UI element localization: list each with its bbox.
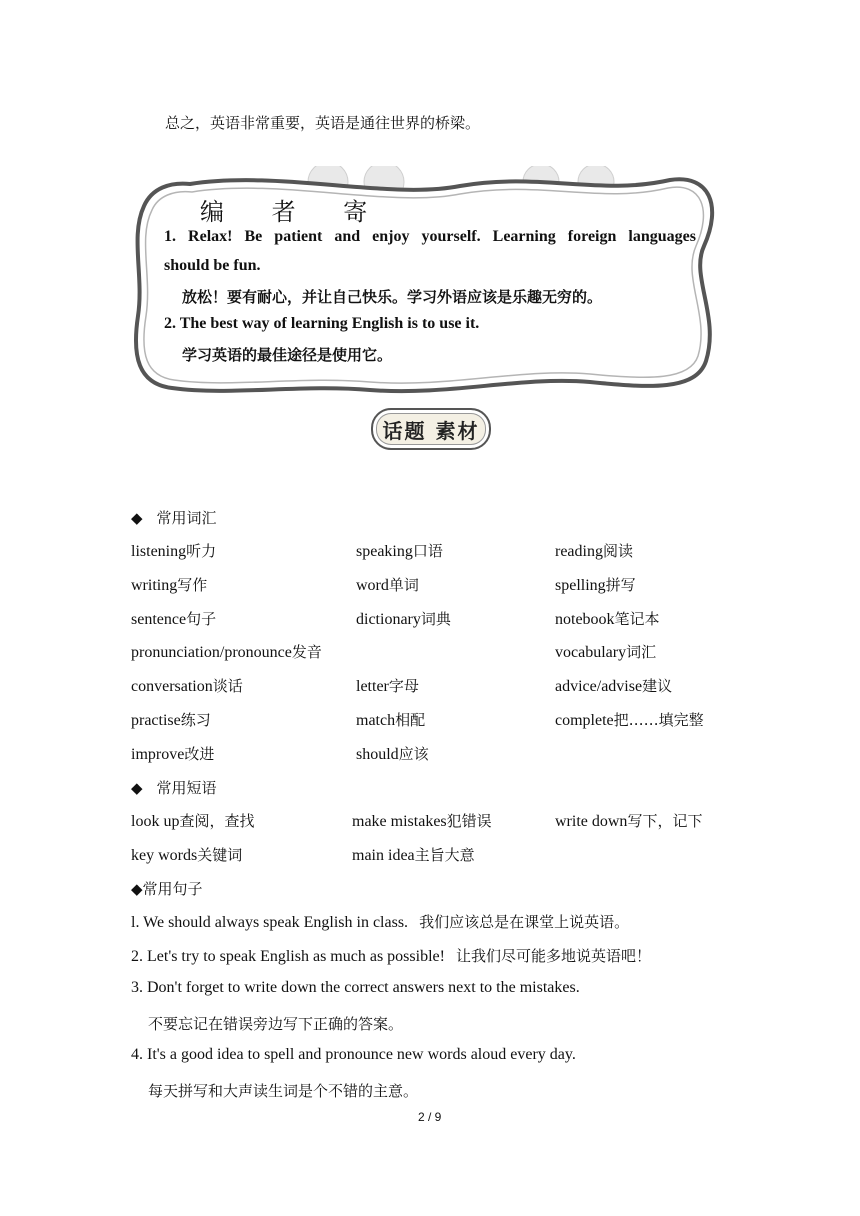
vocab-item <box>555 709 704 730</box>
vocab-item-english: word <box>356 576 389 594</box>
sentence-3-english: 3. Don't forget to write down the correct answers next to the mistakes. <box>131 979 580 996</box>
vocab-item <box>555 540 633 561</box>
sentences-heading <box>131 878 203 899</box>
phrase-item <box>131 844 242 865</box>
vocab-item <box>356 675 419 696</box>
vocab-item-chinese: 词汇 <box>626 643 657 662</box>
diamond-bullet-icon: ◆ <box>131 880 143 898</box>
vocab-item-english: improve <box>131 745 185 763</box>
vocab-item-english: speaking <box>356 543 413 560</box>
vocab-item-english: practise <box>131 712 181 729</box>
vocab-item <box>131 709 211 730</box>
vocab-item-english: reading <box>555 543 603 560</box>
sentence-3-chinese: 不要忘记在错误旁边写下正确的答案。 <box>148 1015 404 1033</box>
vocab-item <box>131 743 214 764</box>
vocab-item-english: spelling <box>555 576 606 594</box>
vocab-item-english: sentence <box>131 610 187 628</box>
tip1-chinese: 放松！要有耐心，并让自己快乐。学习外语应该是乐趣无穷的。 <box>182 288 603 306</box>
vocab-item <box>131 675 243 696</box>
phrase-item-chinese: 查阅，查找 <box>179 812 255 830</box>
vocab-item <box>356 608 451 629</box>
vocab-heading-text: 常用词汇 <box>156 509 217 527</box>
phrase-item-chinese: 关键词 <box>197 846 243 864</box>
vocab-item <box>555 675 672 696</box>
page-number: 2 / 9 <box>418 1110 442 1124</box>
phrase-item <box>555 810 702 831</box>
phrase-item-chinese: 写下，记下 <box>627 812 703 830</box>
vocab-item <box>555 608 660 629</box>
vocab-item-chinese: 把……填完整 <box>613 711 704 729</box>
vocab-item-chinese: 口语 <box>412 542 443 560</box>
vocab-item-english: letter <box>356 678 389 696</box>
vocab-item-english: complete <box>555 712 614 729</box>
vocab-item-chinese: 笔记本 <box>614 609 660 628</box>
vocab-item-english: dictionary <box>356 610 421 628</box>
vocab-item-english: conversation <box>131 678 213 696</box>
vocab-item <box>131 574 207 595</box>
tip2-chinese: 学习英语的最佳途径是使用它。 <box>182 346 393 364</box>
vocab-item-chinese: 句子 <box>186 609 217 628</box>
vocab-item-chinese: 阅读 <box>602 542 633 560</box>
vocab-item-english: writing <box>131 576 178 594</box>
vocab-item-chinese: 单词 <box>388 575 419 594</box>
vocab-item-chinese: 字母 <box>388 677 419 696</box>
vocab-item <box>131 608 216 629</box>
vocab-item-english: vocabulary <box>555 644 627 662</box>
phrase-item-chinese: 犯错误 <box>446 812 492 830</box>
topic-material-badge: 话题 素材 <box>371 408 491 450</box>
sentence-4-chinese: 每天拼写和大声读生词是个不错的主意。 <box>148 1082 419 1100</box>
diamond-bullet-icon: ◆ <box>131 779 143 797</box>
sentence-4-english: 4. It's a good idea to spell and pronounce new words aloud every day. <box>131 1046 576 1063</box>
diamond-bullet-icon: ◆ <box>131 509 143 527</box>
intro-line: 总之，英语非常重要，英语是通往世界的桥梁。 <box>165 114 481 132</box>
vocab-item <box>356 574 419 595</box>
phrase-item <box>352 810 492 831</box>
tip1-english-line2: should be fun. <box>164 257 261 274</box>
vocab-item-chinese: 谈话 <box>212 677 243 696</box>
sentence-2-english: 2. Let's try to speak English as much as possible! <box>131 948 445 965</box>
phrase-item-english: key words <box>131 847 198 864</box>
vocab-item-chinese: 建议 <box>642 677 673 696</box>
vocab-item-english: should <box>356 745 399 763</box>
vocab-item-chinese: 应该 <box>398 744 429 763</box>
vocab-item-chinese: 词典 <box>420 609 451 628</box>
vocab-item-chinese: 改进 <box>184 744 215 763</box>
vocab-item-english: pronunciation/pronounce <box>131 644 292 662</box>
vocab-item-english: match <box>356 712 396 729</box>
vocab-item <box>356 743 429 764</box>
vocab-item-chinese: 拼写 <box>605 575 636 594</box>
sentence-1 <box>131 911 629 932</box>
phrase-item-english: look up <box>131 813 180 830</box>
phrases-heading <box>131 777 217 798</box>
phrase-item-english: main idea <box>352 847 415 864</box>
sentence-2 <box>131 945 651 966</box>
vocab-item <box>356 540 443 561</box>
vocab-item-chinese: 发音 <box>291 643 322 662</box>
editor-note-box <box>130 166 722 400</box>
vocab-item <box>356 709 425 730</box>
phrase-item-english: write down <box>555 813 628 830</box>
vocab-item <box>131 540 216 561</box>
sentence-1-chinese: 我们应该总是在课堂上说英语。 <box>419 913 630 931</box>
vocab-item-chinese: 相配 <box>395 711 426 729</box>
sentence-1-english: l. We should always speak English in class. <box>131 914 409 931</box>
phrase-item-english: make mistakes <box>352 813 447 830</box>
vocab-item-english: advice/advise <box>555 678 643 696</box>
vocab-item-chinese: 写作 <box>177 575 208 594</box>
vocab-item <box>131 641 322 662</box>
phrases-heading-text: 常用短语 <box>156 779 217 797</box>
sentence-2-chinese: 让我们尽可能多地说英语吧！ <box>456 947 652 965</box>
vocab-item <box>555 574 636 595</box>
vocab-item <box>555 641 656 662</box>
editor-note-title: 编 者 寄 <box>200 198 388 226</box>
sentences-heading-text: 常用句子 <box>142 880 203 898</box>
vocab-item-chinese: 听力 <box>186 542 217 560</box>
tip1-english-line1: 1. Relax! Be patient and enjoy yourself. Learning foreign languages <box>164 228 696 245</box>
tip2-english: 2. The best way of learning English is to use it. <box>164 315 480 332</box>
vocab-item-english: listening <box>131 543 187 560</box>
vocab-heading <box>131 507 217 528</box>
phrase-item-chinese: 主旨大意 <box>414 846 475 864</box>
vocab-item-english: notebook <box>555 610 615 628</box>
phrase-item <box>131 810 254 831</box>
vocab-item-chinese: 练习 <box>180 711 211 729</box>
phrase-item <box>352 844 475 865</box>
